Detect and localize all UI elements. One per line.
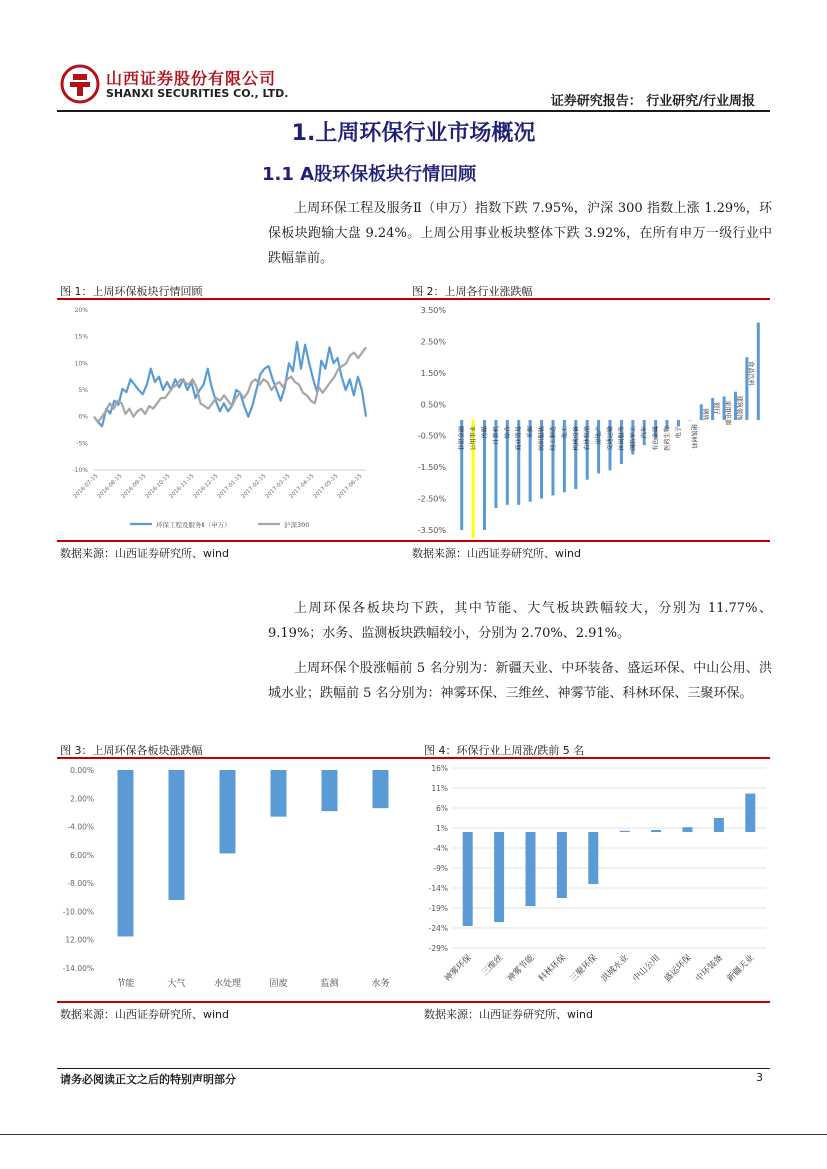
fig-row2-top-rule bbox=[57, 757, 770, 759]
fig4-bar bbox=[620, 831, 630, 832]
fig2-category-label: 食品饮料 bbox=[746, 361, 754, 386]
fig3-category-label: 水务 bbox=[371, 979, 390, 989]
fig2-category-label: 医药生物 bbox=[664, 426, 672, 451]
fig2-category-label: 传媒 bbox=[481, 426, 489, 439]
fig1-ytick-label: 5% bbox=[78, 387, 88, 394]
section-heading: 1.上周环保行业市场概况 bbox=[291, 121, 536, 146]
company-logo-icon bbox=[60, 64, 100, 104]
fig1-ytick-label: -10% bbox=[72, 467, 88, 474]
fig3-category-label: 固废 bbox=[269, 979, 288, 989]
fig4-bar bbox=[714, 818, 724, 832]
fig4-bar bbox=[745, 794, 755, 832]
fig4-bar bbox=[526, 832, 536, 906]
fig-row1-bottom-rule bbox=[57, 540, 770, 542]
company-logo bbox=[60, 64, 300, 108]
fig3-source: 数据来源：山西证券研究所、wind bbox=[60, 1008, 230, 1021]
fig2-category-label: 非银金融 bbox=[458, 426, 466, 451]
fig1-source: 数据来源：山西证券研究所、wind bbox=[60, 547, 230, 560]
fig2-category-label: 机械设备 bbox=[572, 426, 580, 451]
fig1-line-chart bbox=[60, 302, 400, 538]
fig4-ytick-label: -4% bbox=[433, 844, 448, 853]
fig1-ytick-label: 10% bbox=[74, 360, 88, 368]
fig3-title: 图 3：上周环保各板块涨跌幅 bbox=[60, 744, 203, 757]
fig2-category-label: 电子 bbox=[675, 426, 683, 439]
footer-divider bbox=[57, 1068, 770, 1069]
fig4-ytick-label: 11% bbox=[431, 784, 448, 793]
fig3-bar bbox=[169, 770, 185, 900]
fig3-bar-chart bbox=[60, 760, 410, 1000]
fig1-title: 图 1：上周环保板块行情回顾 bbox=[60, 285, 203, 298]
page-bottom-rule bbox=[0, 1134, 827, 1135]
fig2-ytick-label: 0.50% bbox=[420, 400, 446, 410]
disclaimer-note: 请务必阅读正文之后的特别声明部分 bbox=[60, 1073, 236, 1086]
fig2-category-label: 计算机 bbox=[492, 426, 500, 445]
fig1-ytick-label: 0% bbox=[78, 413, 88, 421]
fig2-category-label: 交通运输 bbox=[607, 426, 614, 451]
fig-row1-top-rule bbox=[57, 298, 770, 300]
fig3-ytick-label: -8.00% bbox=[67, 879, 94, 889]
fig1-ytick-label: 20% bbox=[74, 307, 88, 314]
fig3-ytick-label: -10.00% bbox=[62, 907, 94, 917]
fig1-ytick-label: -5% bbox=[76, 440, 88, 448]
fig4-bar bbox=[494, 832, 504, 922]
fig4-source: 数据来源：山西证券研究所、wind bbox=[424, 1008, 594, 1021]
fig4-category-label: 新疆天业 bbox=[725, 953, 757, 985]
company-name-en: SHANXI SECURITIES CO., LTD. bbox=[106, 87, 289, 100]
fig4-category-label: 神雾节能 bbox=[505, 953, 537, 985]
fig4-category-label: 中山公用 bbox=[631, 953, 663, 985]
fig2-category-label: 家用电器 bbox=[724, 400, 732, 426]
fig1-xtick-label: 2016-08-15 bbox=[96, 473, 124, 501]
fig3-ytick-label: 2.00% bbox=[70, 794, 94, 804]
fig4-category-label: 神雾环保 bbox=[442, 953, 474, 985]
fig2-category-label: 商业贸易 bbox=[515, 426, 523, 451]
fig1-xtick-label: 2017-01-15 bbox=[216, 473, 244, 501]
fig4-ytick-label: -9% bbox=[433, 864, 448, 873]
fig3-ytick-label: -4.00% bbox=[67, 822, 94, 832]
report-type: 证券研究报告： 行业研究/行业周报 bbox=[550, 94, 755, 109]
fig3-ytick-label: 0.00% bbox=[70, 766, 94, 775]
fig2-bar bbox=[677, 420, 680, 426]
fig4-ytick-label: 1% bbox=[436, 824, 448, 833]
fig2-ytick-label: -3.50% bbox=[417, 526, 446, 535]
fig2-ytick-label: 1.50% bbox=[420, 368, 446, 378]
fig2-ytick-label: 3.50% bbox=[420, 306, 446, 315]
paragraph-segment-summary: 上周环保各板块均下跌，其中节能、大气板块跌幅较大，分别为 11.77%、9.19%；水务、监测板块跌幅较小，分别为 2.70%、2.91%。 bbox=[268, 601, 772, 641]
fig2-bar bbox=[757, 323, 760, 420]
fig2-category-label: 休闲服务 bbox=[618, 426, 626, 451]
fig4-ytick-label: 16% bbox=[431, 764, 448, 773]
fig1-xtick-label: 2017-03-15 bbox=[264, 473, 292, 501]
fig4-ytick-label: -29% bbox=[428, 944, 448, 953]
fig1-legend-label-env: 环保工程及服务Ⅱ（申万） bbox=[156, 521, 231, 529]
fig2-category-label: 农林牧渔 bbox=[584, 426, 592, 451]
fig2-category-label: 化工 bbox=[561, 426, 569, 439]
fig1-xtick-label: 2017-04-15 bbox=[288, 473, 316, 501]
fig1-xtick-label: 2016-10-15 bbox=[144, 473, 172, 501]
fig2-category-label: 建筑材料 bbox=[689, 424, 697, 449]
fig1-legend-label-hs300: 沪深300 bbox=[284, 521, 310, 529]
fig2-title: 图 2：上周各行业涨跌幅 bbox=[412, 285, 533, 298]
fig2-category-label: 公用事业 bbox=[470, 426, 478, 451]
page-number: 3 bbox=[756, 1071, 763, 1084]
fig3-bar bbox=[118, 770, 134, 936]
fig3-category-label: 大气 bbox=[167, 979, 186, 989]
paragraph-market-summary: 上周环保工程及服务Ⅱ（申万）指数下跌 7.95%，沪深 300 指数上涨 1.29%，环保板块跑输大盘 9.24%。上周公用事业板块整体下跌 3.92%，在所有申万一级行业中跌幅靠前。 bbox=[268, 201, 772, 266]
fig2-category-label: 钢铁 bbox=[701, 408, 709, 421]
fig3-category-label: 节能 bbox=[116, 979, 135, 989]
fig2-ytick-label: -1.50% bbox=[417, 463, 446, 473]
fig2-category-label: 国防军工 bbox=[629, 426, 637, 451]
fig4-ytick-label: 6% bbox=[436, 804, 448, 813]
fig3-bar bbox=[271, 770, 287, 817]
fig4-category-label: 科林环保 bbox=[536, 953, 569, 985]
fig1-xtick-label: 2017-06-15 bbox=[336, 473, 364, 501]
fig2-category-label: 银行 bbox=[712, 402, 720, 415]
fig1-xtick-label: 2017-05-15 bbox=[312, 473, 340, 501]
fig4-bar bbox=[683, 827, 693, 832]
fig4-category-label: 三聚环保 bbox=[568, 953, 600, 985]
fig2-category-label: 房地产 bbox=[595, 426, 603, 445]
fig4-bar bbox=[588, 832, 598, 884]
fig4-bar-chart bbox=[424, 760, 770, 1000]
fig3-ytick-label: 12.00% bbox=[65, 935, 94, 945]
fig2-category-label: 纺织服装 bbox=[538, 426, 546, 451]
company-name-cn: 山西证券股份有限公司 bbox=[106, 69, 277, 88]
fig4-ytick-label: -24% bbox=[428, 924, 448, 933]
fig1-xtick-label: 2016-12-15 bbox=[192, 473, 220, 501]
fig4-category-label: 盛运环保 bbox=[662, 953, 694, 985]
fig1-xtick-label: 2016-11-15 bbox=[168, 473, 196, 501]
fig1-xtick-label: 2017-02-15 bbox=[240, 473, 268, 501]
fig-row2-bottom-rule bbox=[57, 1001, 770, 1003]
fig3-category-label: 监测 bbox=[320, 979, 339, 989]
fig4-ytick-label: -14% bbox=[428, 884, 448, 893]
fig1-xtick-label: 2016-09-15 bbox=[120, 473, 148, 501]
fig3-ytick-label: -14.00% bbox=[62, 964, 94, 973]
fig3-bar bbox=[373, 770, 389, 808]
fig4-category-label: 洪城水业 bbox=[599, 953, 631, 985]
fig2-bar-chart bbox=[412, 302, 770, 538]
fig3-ytick-label: 6.00% bbox=[70, 850, 94, 860]
header-divider bbox=[57, 110, 770, 112]
fig4-title: 图 4：环保行业上周涨/跌前 5 名 bbox=[424, 744, 585, 757]
fig2-ytick-label: -2.50% bbox=[417, 494, 446, 504]
fig2-category-label: 采掘 bbox=[527, 426, 535, 439]
fig2-ytick-label: -0.50% bbox=[417, 431, 446, 441]
fig1-ytick-label: 15% bbox=[74, 333, 88, 341]
fig2-category-label: 综合 bbox=[504, 426, 512, 439]
fig1-xtick-label: 2016-07-15 bbox=[72, 473, 100, 501]
fig2-category-label: 轻工制造 bbox=[549, 426, 557, 451]
fig4-bar bbox=[557, 832, 567, 898]
paragraph-stock-summary: 上周环保个股涨幅前 5 名分别为：新疆天业、中环装备、盛运环保、中山公用、洪城水业；跌幅前 5 名分别为：神雾环保、三维丝、神雾节能、科林环保、三聚环保。 bbox=[268, 661, 772, 701]
fig4-category-label: 中环装备 bbox=[693, 953, 726, 985]
fig2-bar bbox=[688, 420, 691, 421]
fig3-bar bbox=[220, 770, 236, 853]
fig4-bar bbox=[463, 832, 473, 926]
fig2-ytick-label: 2.50% bbox=[420, 337, 446, 347]
fig2-category-label: 汽车 bbox=[641, 426, 649, 439]
fig3-category-label: 水处理 bbox=[213, 979, 242, 989]
fig4-category-label: 三维丝 bbox=[480, 953, 506, 979]
fig2-category-label: 有色金属 bbox=[652, 426, 660, 451]
fig4-bar bbox=[651, 830, 661, 832]
fig4-ytick-label: -19% bbox=[428, 904, 448, 913]
fig2-category-label: 建筑装饰 bbox=[735, 395, 743, 421]
fig3-bar bbox=[322, 770, 338, 811]
fig2-source: 数据来源：山西证券研究所、wind bbox=[412, 547, 582, 560]
subsection-heading: 1.1 A股环保板块行情回顾 bbox=[262, 164, 477, 185]
